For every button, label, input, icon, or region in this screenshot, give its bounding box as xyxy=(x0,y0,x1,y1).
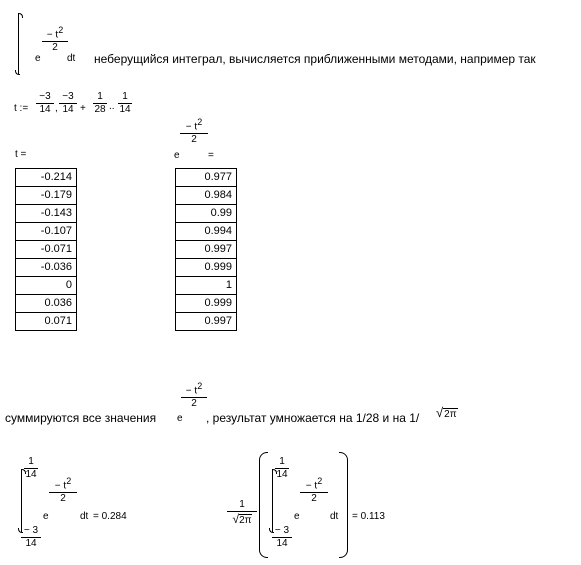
table-row xyxy=(176,241,237,259)
result1-value: = 0.284 xyxy=(93,511,127,522)
table-cell: -0.214 xyxy=(16,169,77,187)
result2-value: = 0.113 xyxy=(352,511,385,522)
table-cell: 0.036 xyxy=(16,295,77,313)
range-second-fraction: $\frac{-3}{14}$ xyxy=(59,92,77,115)
table-row xyxy=(16,295,77,313)
table-cell: -0.036 xyxy=(16,259,77,277)
upper-limit-fraction: $\frac{1}{14}$ xyxy=(276,456,288,480)
result1-exp-base: e xyxy=(43,511,49,522)
table-row xyxy=(176,313,237,331)
table-cell: -0.107 xyxy=(16,223,77,241)
table-row xyxy=(16,169,77,187)
summary-text-before: суммируются все значения xyxy=(5,411,157,425)
table-cell: -0.071 xyxy=(16,241,77,259)
sqrt-content: 2π xyxy=(444,409,457,420)
plus-sign: + xyxy=(80,103,86,114)
table-row xyxy=(16,223,77,241)
e-header-base: e xyxy=(174,150,180,161)
coefficient-fraction: $\frac{1}{√2\pi}$ xyxy=(227,500,257,526)
table-cell: 0.984 xyxy=(176,187,237,205)
integral-sign xyxy=(272,470,273,532)
exp-base: e xyxy=(35,53,41,64)
table-cell: 0.977 xyxy=(176,169,237,187)
table-row xyxy=(176,223,237,241)
intro-text: неберущийся интеграл, вычисляется приближенными методами, например так xyxy=(94,52,536,66)
range-lhs: t := xyxy=(14,103,29,114)
left-parenthesis xyxy=(259,452,268,558)
table-cell: 0.994 xyxy=(176,223,237,241)
table-cell: 1 xyxy=(176,277,237,295)
e-values-table xyxy=(175,168,237,331)
table-cell: 0.997 xyxy=(176,313,237,331)
range-end-fraction: $\frac{1}{14}$ xyxy=(119,91,131,115)
integral-sign xyxy=(21,470,22,532)
table-row xyxy=(176,277,237,295)
table-row xyxy=(16,187,77,205)
summary-exp-base: e xyxy=(177,413,183,424)
result1-dt: dt xyxy=(80,511,89,522)
table-cell: 0.999 xyxy=(176,259,237,277)
table-row xyxy=(176,205,237,223)
dt-label: dt xyxy=(67,53,76,64)
t-table-header: t = xyxy=(15,149,27,160)
coefficient-sqrt-content: 2π xyxy=(239,515,252,526)
range-comma: , xyxy=(55,103,58,114)
table-row xyxy=(16,241,77,259)
summary-text-after: , результат умножается на 1/28 и на 1/ xyxy=(206,411,420,425)
lower-limit-fraction: $\frac{- 3}{14}$ xyxy=(272,526,292,549)
result2-dt: dt xyxy=(330,511,339,522)
table-cell: -0.143 xyxy=(16,205,77,223)
result2-exp-base: e xyxy=(294,511,300,522)
range-start-fraction: $\frac{-3}{14}$ xyxy=(36,92,54,115)
table-cell: 0.99 xyxy=(176,205,237,223)
t-values-table xyxy=(15,168,77,331)
result2-exp-fraction: $\frac{- t^2}{2}$ xyxy=(300,477,328,504)
table-cell: 0.071 xyxy=(16,313,77,331)
table-row xyxy=(16,313,77,331)
e-header-fraction: $\frac{- t^2}{2}$ xyxy=(180,118,208,145)
lower-limit-fraction: $\frac{- 3}{14}$ xyxy=(21,526,41,549)
table-row xyxy=(176,169,237,187)
table-row xyxy=(16,277,77,295)
table-cell: 0.999 xyxy=(176,295,237,313)
sqrt-symbol: √2π xyxy=(436,405,457,420)
exponent-fraction: $\frac{- t^2}{2}$ xyxy=(42,26,68,53)
upper-limit-fraction: $\frac{1}{14}$ xyxy=(25,456,37,480)
table-cell: -0.179 xyxy=(16,187,77,205)
table-row xyxy=(176,259,237,277)
table-cell: 0 xyxy=(16,277,77,295)
table-row xyxy=(176,295,237,313)
table-row xyxy=(16,205,77,223)
range-dots: .. xyxy=(109,101,115,112)
e-header-eq: = xyxy=(208,150,214,161)
integral-sign xyxy=(18,14,19,74)
table-row xyxy=(176,187,237,205)
summary-exp-fraction: $\frac{- t^2}{2}$ xyxy=(181,382,207,409)
table-cell: 0.997 xyxy=(176,241,237,259)
range-step-fraction: $\frac{1}{28}$ xyxy=(94,91,106,115)
right-parenthesis xyxy=(339,452,348,558)
result1-exp-fraction: $\frac{- t^2}{2}$ xyxy=(49,477,77,504)
table-row xyxy=(16,259,77,277)
